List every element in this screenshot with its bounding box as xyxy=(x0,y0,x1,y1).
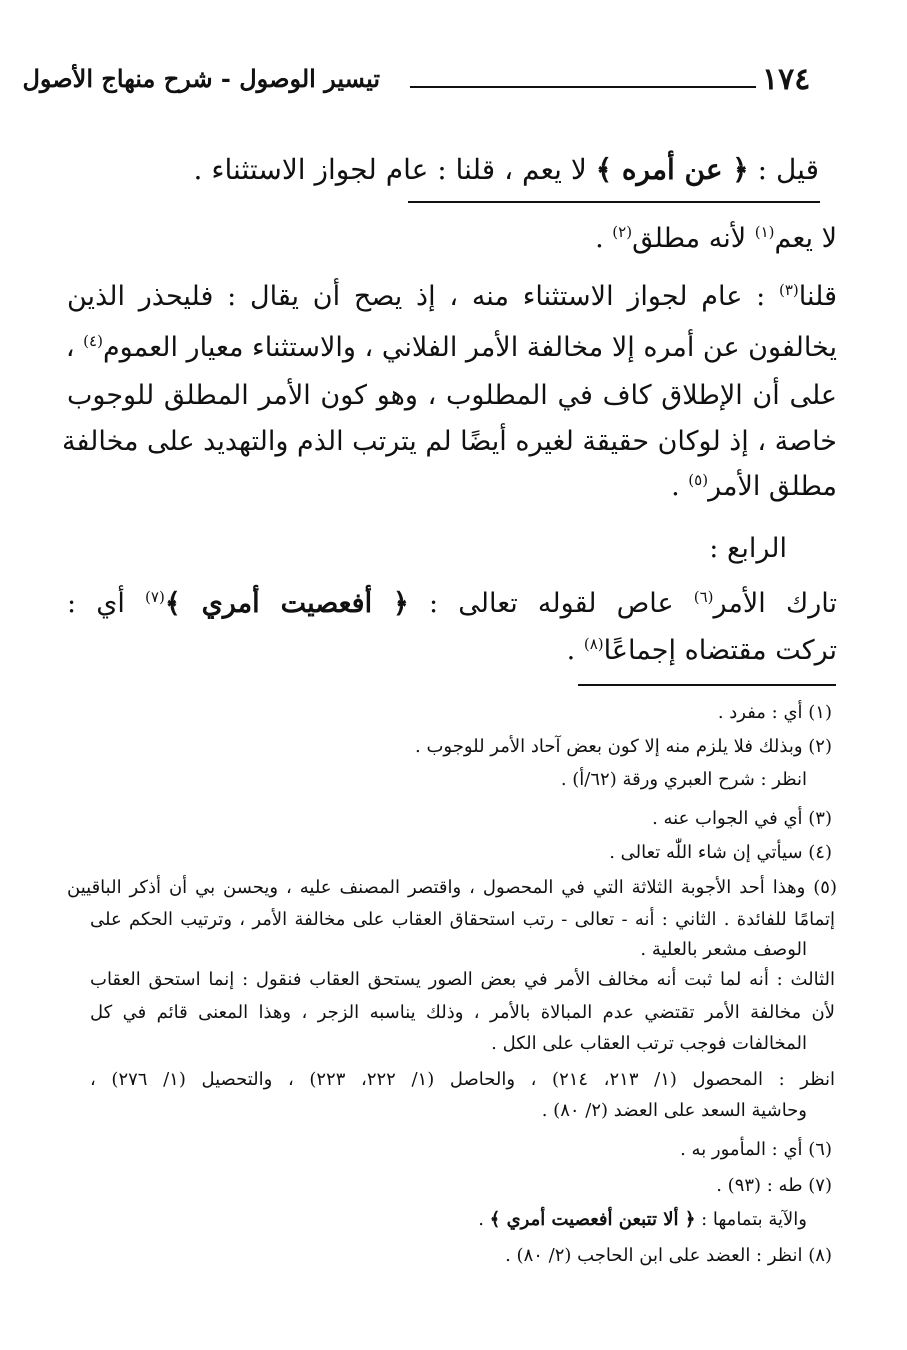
matn-line xyxy=(119,155,819,186)
para3-line4: خاصة ، إذ لوكان حقيقة لغيره أيضًا لم يترتب الذم والتهديد على مخالفة xyxy=(61,426,837,457)
text-span: والآية بتمامها : xyxy=(701,1209,807,1230)
matn-underline xyxy=(408,201,820,203)
text-span: ، xyxy=(65,332,75,363)
text-span: لا يعم xyxy=(774,223,837,254)
para3-line3: على أن الإطلاق كاف في المطلوب ، وهو كون الأمر المطلق للوجوب xyxy=(67,380,837,411)
para4-line1 xyxy=(67,589,837,619)
para3-line5 xyxy=(67,472,837,502)
text-span: مطلق الأمر xyxy=(708,471,837,502)
text-span: : عام لجواز الاستثناء منه ، إذ يصح أن يقال : فليحذر الذين xyxy=(67,281,766,312)
text-span: لأنه مطلق xyxy=(632,223,747,254)
footnote-5-line5: لأن مخالفة الأمر تقتضي عدم المبالاة بالأمر ، وذلك يناسبه الزجر ، وهذا المعنى قائم في كل xyxy=(90,1002,835,1023)
text-span: عاص لقوله تعالى : xyxy=(429,588,674,619)
footnote-ref-5: (٥) xyxy=(688,471,709,489)
footnote-5-line1: (٥) وهذا أحد الأجوبة الثلاثة التي في المحصول ، واقتصر المصنف عليه ، ويحسن بي أن أذكر الباقيين xyxy=(67,877,837,898)
footnote-ref-3: (٣) xyxy=(778,281,799,299)
header-rule xyxy=(410,86,756,88)
footnote-separator xyxy=(578,684,836,686)
page-number: ١٧٤ xyxy=(762,62,811,97)
footnote-3: (٣) أي في الجواب عنه . xyxy=(652,808,832,829)
quran-quote: ﴿ ألا تتبعن أفعصيت أمري ﴾ xyxy=(489,1209,696,1230)
text-span: . xyxy=(566,635,576,666)
running-title: تيسير الوصول - شرح منهاج الأصول xyxy=(22,64,380,93)
footnote-ref-8: (٨) xyxy=(583,635,604,653)
text-span: تارك الأمر xyxy=(713,588,837,619)
footnote-4: (٤) سيأتي إن شاء اللّٰه تعالى . xyxy=(609,842,832,863)
para3-line1 xyxy=(67,282,837,312)
quran-quote: ﴿ أفعصيت أمري ﴾ xyxy=(164,588,409,619)
text-line-2 xyxy=(67,224,837,254)
footnote-ref-6: (٦) xyxy=(693,588,714,606)
footnote-5-line4: الثالث : أنه لما ثبت أنه مخالف الأمر في بعض الصور يستحق العقاب فنقول : إنما استحق العقاب xyxy=(90,969,835,990)
para3-line2 xyxy=(67,333,837,363)
text-span: . xyxy=(595,223,604,254)
footnote-1: (١) أي : مفرد . xyxy=(717,702,832,723)
footnote-5-line3: الوصف مشعر بالعلية . xyxy=(640,939,807,960)
footnote-5-line8: وحاشية السعد على العضد (٢/ ٨٠) . xyxy=(541,1100,807,1121)
matn-rest: لا يعم ، قلنا : عام لجواز الاستثناء . xyxy=(193,153,587,186)
text-span: . xyxy=(478,1209,485,1230)
footnote-8: (٨) انظر : العضد على ابن الحاجب (٢/ ٨٠) . xyxy=(505,1245,832,1266)
matn-quote: ﴿ عن أمره ﴾ xyxy=(595,153,749,186)
footnote-ref-1: (١) xyxy=(754,223,775,241)
footnote-5-line6: المخالفات فوجب ترتب العقاب على الكل . xyxy=(491,1033,807,1054)
footnote-2-ref: انظر : شرح العبري ورقة (٦٢/أ) . xyxy=(560,769,807,790)
para4-line2 xyxy=(67,636,837,666)
footnote-ref-4: (٤) xyxy=(83,332,103,350)
footnote-7: (٧) طه : (٩٣) . xyxy=(716,1175,832,1196)
footnote-ref-7: (٧) xyxy=(145,588,165,606)
footnote-2: (٢) وبذلك فلا يلزم منه إلا كون بعض آحاد الأمر للوجوب . xyxy=(415,736,832,757)
footnote-6: (٦) أي : المأمور به . xyxy=(680,1139,832,1160)
matn-prefix: قيل : xyxy=(757,153,819,186)
text-span: تركت مقتضاه إجماعًا xyxy=(603,635,837,666)
footnote-ref-2: (٢) xyxy=(612,223,633,241)
footnote-5-line2: إتمامًا للفائدة . الثاني : أنه - تعالى - رتب استحقاق العقاب على مخالفة الأمر ، وترتيب الحكم على xyxy=(90,909,835,930)
footnote-7-verse xyxy=(67,1210,807,1231)
text-span: أي : xyxy=(67,588,125,619)
text-span: قلنا xyxy=(798,281,837,312)
text-span: يخالفون عن أمره إلا مخالفة الأمر الفلاني ، والاستثناء معيار العموم xyxy=(102,332,837,363)
text-span: . xyxy=(671,471,680,502)
section-heading: الرابع : xyxy=(709,533,787,564)
footnote-5-line7: انظر : المحصول (١/ ٢١٣، ٢١٤) ، والحاصل (١/ ٢٢٢، ٢٢٣) ، والتحصيل (١/ ٢٧٦) ، xyxy=(90,1069,835,1090)
